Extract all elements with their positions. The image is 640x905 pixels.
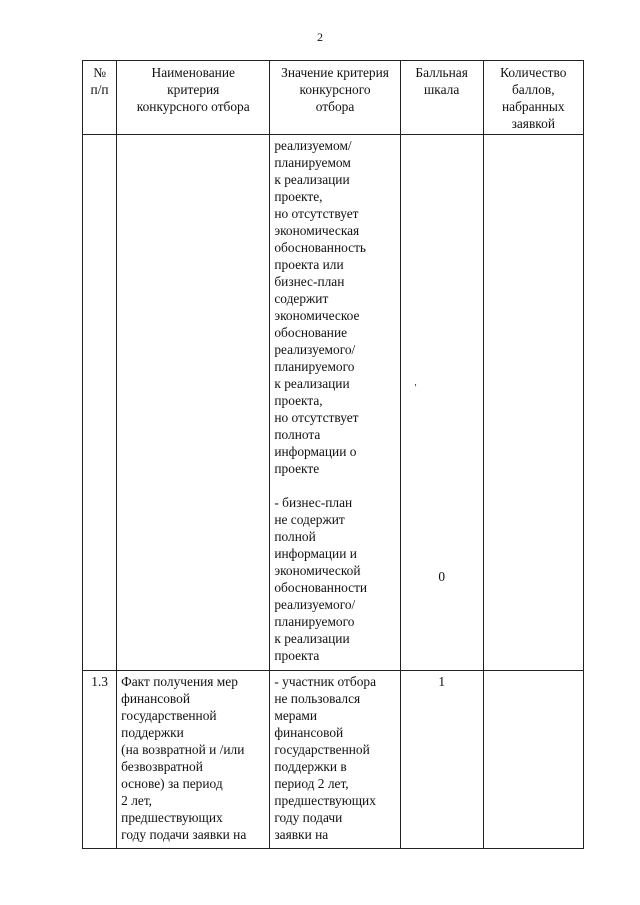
name-line: основе) за период xyxy=(121,776,223,791)
value-line: экономическое xyxy=(274,308,360,323)
value-line: мерами xyxy=(274,708,318,723)
header-number xyxy=(83,61,117,135)
header-line: Наименование xyxy=(151,65,235,80)
header-criterion-value xyxy=(270,61,400,135)
cell-number-empty xyxy=(83,135,117,671)
header-line: отбора xyxy=(315,99,355,114)
value-line: - участник отбора xyxy=(274,674,377,689)
header-score-scale xyxy=(400,61,483,135)
name-line: 2 лет, xyxy=(121,793,153,808)
score-mark: ' xyxy=(414,383,417,394)
value-line: государственной xyxy=(274,742,370,757)
value-line: обоснованности xyxy=(274,580,368,595)
value-line: проекте, xyxy=(274,189,323,204)
header-line: Количество xyxy=(500,65,567,80)
value-line: планируемом xyxy=(274,155,351,170)
name-line: Факт получения мер xyxy=(121,674,238,689)
value-line: году подачи xyxy=(274,810,343,825)
value-line: информации о xyxy=(274,444,357,459)
value-line: предшествующих xyxy=(274,793,376,808)
value-line: не содержит xyxy=(274,512,345,527)
name-line: предшествующих xyxy=(121,810,223,825)
cell-points-empty xyxy=(483,135,583,671)
header-line: № xyxy=(93,65,106,80)
value-line: к реализации xyxy=(274,631,350,646)
value-line: но отсутствует xyxy=(274,206,359,221)
cell-score-continuation xyxy=(400,135,483,671)
value-line: к реализации xyxy=(274,376,350,391)
value-line: планируемого xyxy=(274,614,355,629)
value-line: полной xyxy=(274,529,316,544)
header-line: конкурсного xyxy=(299,82,371,97)
header-line: конкурсного отбора xyxy=(136,99,250,114)
name-line: государственной xyxy=(121,708,217,723)
header-line: Балльная xyxy=(415,65,468,80)
name-line: поддержки xyxy=(121,725,184,740)
name-line: финансовой xyxy=(121,691,191,706)
value-line: проекта xyxy=(274,648,320,663)
header-criterion-name xyxy=(117,61,270,135)
value-line: экономической xyxy=(274,563,361,578)
value-line: бизнес-план xyxy=(274,274,345,289)
cell-criterion-name xyxy=(117,671,270,849)
value-line: экономическая xyxy=(274,223,360,238)
cell-points xyxy=(483,671,583,849)
value-line: планируемого xyxy=(274,359,355,374)
value-line: проекте xyxy=(274,461,320,476)
value-line: финансовой xyxy=(274,725,344,740)
cell-criterion-value xyxy=(270,671,400,849)
value-line: поддержки в xyxy=(274,759,347,774)
value-line: информации и xyxy=(274,546,357,561)
header-line: набранных xyxy=(501,99,565,114)
header-points-awarded xyxy=(483,61,583,135)
value-line: но отсутствует xyxy=(274,410,359,425)
cell-row-number: 1.3 xyxy=(83,671,117,849)
name-line: году подачи заявки на xyxy=(121,827,247,842)
header-line: Значение критерия xyxy=(281,65,389,80)
value-line: проекта или xyxy=(274,257,344,272)
value-line: период 2 лет, xyxy=(274,776,349,791)
table-row-continuation xyxy=(83,135,584,671)
value-line: полнота xyxy=(274,427,321,442)
header-line: критерия xyxy=(167,82,220,97)
value-line: заявки на xyxy=(274,827,329,842)
table-header-row xyxy=(83,61,584,135)
page-number: 2 xyxy=(317,30,323,44)
table-row-1-3 xyxy=(83,671,584,849)
value-line: реализуемом/ xyxy=(274,138,352,153)
value-line: к реализации xyxy=(274,172,350,187)
value-line: содержит xyxy=(274,291,329,306)
criteria-table xyxy=(82,60,584,849)
value-line: проекта, xyxy=(274,393,323,408)
name-line: (на возвратной и /или xyxy=(121,742,245,757)
value-line: - бизнес-план xyxy=(274,495,353,510)
value-line: обоснованность xyxy=(274,240,367,255)
header-line: шкала xyxy=(424,82,460,97)
cell-value-continuation xyxy=(270,135,400,671)
cell-name-empty xyxy=(117,135,270,671)
header-line: заявкой xyxy=(511,116,555,131)
value-line: реализуемого/ xyxy=(274,342,356,357)
cell-score: 1 xyxy=(400,671,483,849)
name-line: безвозвратной xyxy=(121,759,203,774)
value-line: не пользовался xyxy=(274,691,361,706)
score-zero: 0 xyxy=(438,569,446,584)
header-line: п/п xyxy=(90,82,109,97)
value-line: реализуемого/ xyxy=(274,597,356,612)
value-line: обоснование xyxy=(274,325,348,340)
header-line: баллов, xyxy=(511,82,555,97)
